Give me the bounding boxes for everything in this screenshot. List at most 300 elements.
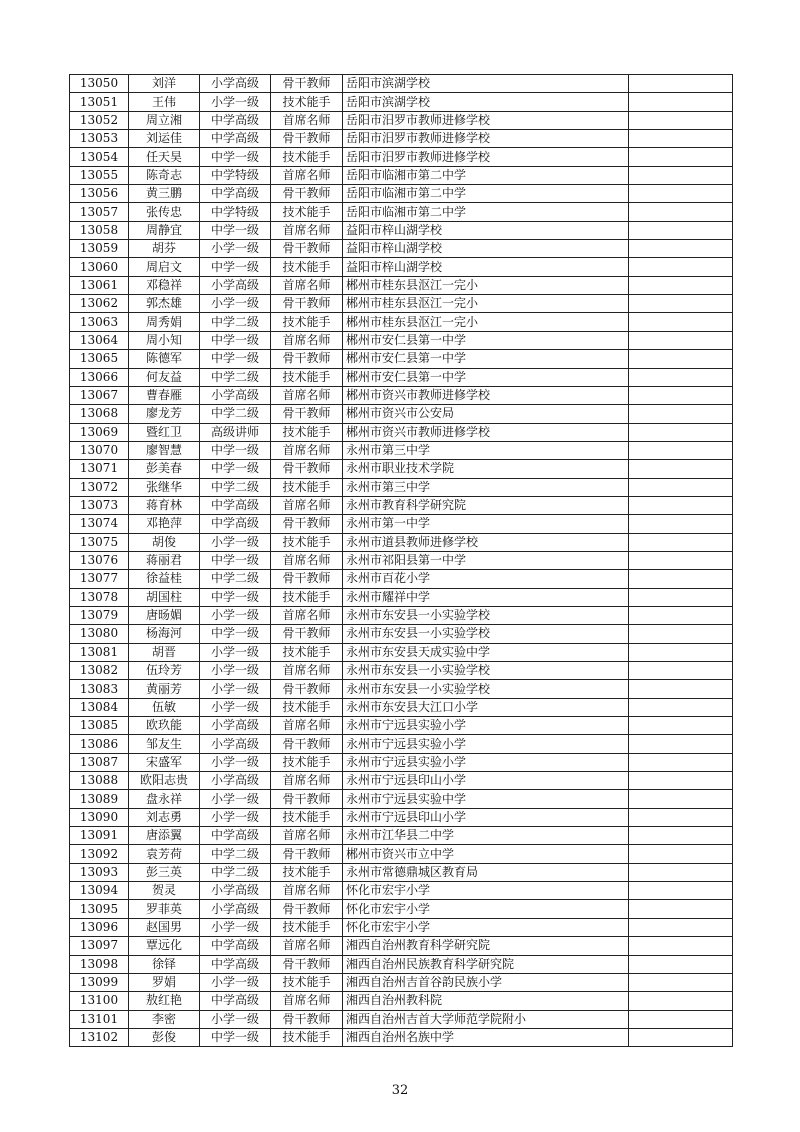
honor-category-cell: 首席名师 <box>271 221 343 239</box>
professional-title-cell: 中学一级 <box>200 441 271 459</box>
remarks-cell <box>629 203 733 221</box>
row-number-cell: 13094 <box>70 882 129 900</box>
work-unit-cell: 郴州市资兴市公安局 <box>343 405 629 423</box>
row-number-cell: 13088 <box>70 772 129 790</box>
honor-category-cell: 首席名师 <box>271 606 343 624</box>
work-unit-cell: 永州市东安县大江口小学 <box>343 698 629 716</box>
work-unit-cell: 岳阳市汨罗市教师进修学校 <box>343 130 629 148</box>
honor-category-cell: 技术能手 <box>271 423 343 441</box>
remarks-cell <box>629 863 733 881</box>
honor-category-cell: 首席名师 <box>271 441 343 459</box>
honor-category-cell: 骨干教师 <box>271 185 343 203</box>
work-unit-cell: 永州市东安县天成实验中学 <box>343 643 629 661</box>
row-number-cell: 13062 <box>70 295 129 313</box>
work-unit-cell: 永州市职业技术学院 <box>343 460 629 478</box>
remarks-cell <box>629 331 733 349</box>
professional-title-cell: 中学二级 <box>200 845 271 863</box>
honor-category-cell: 首席名师 <box>271 772 343 790</box>
person-name-cell: 廖龙芳 <box>129 405 200 423</box>
row-number-cell: 13092 <box>70 845 129 863</box>
table-row <box>70 331 733 349</box>
row-number-cell: 13073 <box>70 496 129 514</box>
person-name-cell: 蒋育林 <box>129 496 200 514</box>
person-name-cell: 廖智慧 <box>129 441 200 459</box>
row-number-cell: 13078 <box>70 588 129 606</box>
honor-category-cell: 骨干教师 <box>271 295 343 313</box>
person-name-cell: 胡芬 <box>129 240 200 258</box>
professional-title-cell: 中学一级 <box>200 221 271 239</box>
table-row <box>70 827 733 845</box>
table-row <box>70 441 733 459</box>
person-name-cell: 伍玲芳 <box>129 662 200 680</box>
row-number-cell: 13051 <box>70 93 129 111</box>
work-unit-cell: 永州市江华县二中学 <box>343 827 629 845</box>
row-number-cell: 13076 <box>70 551 129 569</box>
professional-title-cell: 中学高级 <box>200 130 271 148</box>
remarks-cell <box>629 827 733 845</box>
table-row <box>70 973 733 991</box>
professional-title-cell: 小学一级 <box>200 808 271 826</box>
honor-category-cell: 骨干教师 <box>271 845 343 863</box>
professional-title-cell: 中学一级 <box>200 148 271 166</box>
person-name-cell: 周静宜 <box>129 221 200 239</box>
row-number-cell: 13057 <box>70 203 129 221</box>
row-number-cell: 13080 <box>70 625 129 643</box>
work-unit-cell: 湘西自治州吉首谷韵民族小学 <box>343 973 629 991</box>
table-row <box>70 130 733 148</box>
professional-title-cell: 中学一级 <box>200 551 271 569</box>
row-number-cell: 13101 <box>70 1010 129 1028</box>
row-number-cell: 13090 <box>70 808 129 826</box>
work-unit-cell: 永州市第一中学 <box>343 515 629 533</box>
honor-category-cell: 技术能手 <box>271 1028 343 1046</box>
remarks-cell <box>629 900 733 918</box>
table-row <box>70 258 733 276</box>
row-number-cell: 13058 <box>70 221 129 239</box>
professional-title-cell: 中学高级 <box>200 496 271 514</box>
professional-title-cell: 中学二级 <box>200 570 271 588</box>
professional-title-cell: 小学一级 <box>200 753 271 771</box>
person-name-cell: 欧阳志贵 <box>129 772 200 790</box>
work-unit-cell: 永州市宁远县实验小学 <box>343 717 629 735</box>
row-number-cell: 13050 <box>70 75 129 93</box>
table-row <box>70 203 733 221</box>
table-row <box>70 75 733 93</box>
professional-title-cell: 小学一级 <box>200 680 271 698</box>
person-name-cell: 周立湘 <box>129 111 200 129</box>
table-row <box>70 606 733 624</box>
person-name-cell: 周启文 <box>129 258 200 276</box>
table-row <box>70 295 733 313</box>
professional-title-cell: 中学一级 <box>200 258 271 276</box>
row-number-cell: 13067 <box>70 386 129 404</box>
row-number-cell: 13063 <box>70 313 129 331</box>
person-name-cell: 唐旸媚 <box>129 606 200 624</box>
person-name-cell: 何友益 <box>129 368 200 386</box>
remarks-cell <box>629 643 733 661</box>
remarks-cell <box>629 882 733 900</box>
person-name-cell: 罗娟 <box>129 973 200 991</box>
remarks-cell <box>629 350 733 368</box>
remarks-cell <box>629 735 733 753</box>
remarks-cell <box>629 313 733 331</box>
person-name-cell: 黄三鹏 <box>129 185 200 203</box>
professional-title-cell: 小学一级 <box>200 918 271 936</box>
row-number-cell: 13072 <box>70 478 129 496</box>
honor-category-cell: 技术能手 <box>271 973 343 991</box>
table-row <box>70 166 733 184</box>
table-row <box>70 368 733 386</box>
work-unit-cell: 永州市东安县一小实验学校 <box>343 680 629 698</box>
work-unit-cell: 永州市宁远县印山小学 <box>343 808 629 826</box>
table-row <box>70 551 733 569</box>
row-number-cell: 13081 <box>70 643 129 661</box>
row-number-cell: 13060 <box>70 258 129 276</box>
professional-title-cell: 小学高级 <box>200 717 271 735</box>
honor-category-cell: 技术能手 <box>271 643 343 661</box>
row-number-cell: 13056 <box>70 185 129 203</box>
remarks-cell <box>629 368 733 386</box>
table-row <box>70 735 733 753</box>
person-name-cell: 邹友生 <box>129 735 200 753</box>
person-name-cell: 唐添翼 <box>129 827 200 845</box>
row-number-cell: 13077 <box>70 570 129 588</box>
professional-title-cell: 中学一级 <box>200 588 271 606</box>
person-name-cell: 徐益桂 <box>129 570 200 588</box>
row-number-cell: 13074 <box>70 515 129 533</box>
remarks-cell <box>629 698 733 716</box>
table-row <box>70 1010 733 1028</box>
work-unit-cell: 永州市第三中学 <box>343 441 629 459</box>
remarks-cell <box>629 111 733 129</box>
table-row <box>70 515 733 533</box>
professional-title-cell: 中学一级 <box>200 1028 271 1046</box>
person-name-cell: 杨海河 <box>129 625 200 643</box>
table-row <box>70 276 733 294</box>
person-name-cell: 敖红艳 <box>129 992 200 1010</box>
work-unit-cell: 郴州市资兴市教师进修学校 <box>343 423 629 441</box>
person-name-cell: 贺灵 <box>129 882 200 900</box>
professional-title-cell: 中学一级 <box>200 350 271 368</box>
person-name-cell: 刘洋 <box>129 75 200 93</box>
person-name-cell: 李密 <box>129 1010 200 1028</box>
honor-category-cell: 首席名师 <box>271 882 343 900</box>
table-row <box>70 240 733 258</box>
honor-category-cell: 首席名师 <box>271 111 343 129</box>
honor-category-cell: 骨干教师 <box>271 625 343 643</box>
professional-title-cell: 中学特级 <box>200 166 271 184</box>
professional-title-cell: 小学一级 <box>200 662 271 680</box>
professional-title-cell: 小学一级 <box>200 295 271 313</box>
table-row <box>70 790 733 808</box>
person-name-cell: 张传忠 <box>129 203 200 221</box>
remarks-cell <box>629 955 733 973</box>
remarks-cell <box>629 496 733 514</box>
work-unit-cell: 湘西自治州教育科学研究院 <box>343 937 629 955</box>
professional-title-cell: 中学一级 <box>200 460 271 478</box>
honor-category-cell: 骨干教师 <box>271 130 343 148</box>
table-row <box>70 753 733 771</box>
honor-category-cell: 技术能手 <box>271 368 343 386</box>
professional-title-cell: 中学高级 <box>200 111 271 129</box>
work-unit-cell: 岳阳市临湘市第二中学 <box>343 166 629 184</box>
row-number-cell: 13065 <box>70 350 129 368</box>
person-name-cell: 伍敏 <box>129 698 200 716</box>
row-number-cell: 13071 <box>70 460 129 478</box>
table-row <box>70 808 733 826</box>
remarks-cell <box>629 240 733 258</box>
remarks-cell <box>629 992 733 1010</box>
row-number-cell: 13054 <box>70 148 129 166</box>
honor-category-cell: 骨干教师 <box>271 1010 343 1028</box>
row-number-cell: 13097 <box>70 937 129 955</box>
table-row <box>70 570 733 588</box>
work-unit-cell: 湘西自治州教科院 <box>343 992 629 1010</box>
honor-category-cell: 技术能手 <box>271 918 343 936</box>
remarks-cell <box>629 93 733 111</box>
professional-title-cell: 小学一级 <box>200 240 271 258</box>
remarks-cell <box>629 606 733 624</box>
row-number-cell: 13053 <box>70 130 129 148</box>
row-number-cell: 13082 <box>70 662 129 680</box>
person-name-cell: 欧玖能 <box>129 717 200 735</box>
work-unit-cell: 永州市东安县一小实验学校 <box>343 606 629 624</box>
work-unit-cell: 永州市宁远县实验小学 <box>343 735 629 753</box>
work-unit-cell: 怀化市宏宇小学 <box>343 882 629 900</box>
remarks-cell <box>629 478 733 496</box>
person-name-cell: 徐铎 <box>129 955 200 973</box>
remarks-cell <box>629 753 733 771</box>
row-number-cell: 13059 <box>70 240 129 258</box>
work-unit-cell: 永州市第三中学 <box>343 478 629 496</box>
table-row <box>70 185 733 203</box>
person-name-cell: 罗菲英 <box>129 900 200 918</box>
professional-title-cell: 中学二级 <box>200 313 271 331</box>
honor-category-cell: 骨干教师 <box>271 460 343 478</box>
honor-category-cell: 首席名师 <box>271 992 343 1010</box>
row-number-cell: 13066 <box>70 368 129 386</box>
honor-category-cell: 骨干教师 <box>271 350 343 368</box>
honor-category-cell: 首席名师 <box>271 166 343 184</box>
work-unit-cell: 郴州市桂东县沤江一完小 <box>343 295 629 313</box>
remarks-cell <box>629 1028 733 1046</box>
remarks-cell <box>629 405 733 423</box>
work-unit-cell: 郴州市资兴市教师进修学校 <box>343 386 629 404</box>
honor-category-cell: 首席名师 <box>271 827 343 845</box>
work-unit-cell: 怀化市宏宇小学 <box>343 918 629 936</box>
table-row <box>70 937 733 955</box>
work-unit-cell: 岳阳市汨罗市教师进修学校 <box>343 148 629 166</box>
honor-category-cell: 骨干教师 <box>271 240 343 258</box>
remarks-cell <box>629 790 733 808</box>
row-number-cell: 13075 <box>70 533 129 551</box>
work-unit-cell: 永州市祁阳县第一中学 <box>343 551 629 569</box>
person-name-cell: 郭杰雄 <box>129 295 200 313</box>
row-number-cell: 13099 <box>70 973 129 991</box>
row-number-cell: 13089 <box>70 790 129 808</box>
work-unit-cell: 益阳市梓山湖学校 <box>343 258 629 276</box>
row-number-cell: 13095 <box>70 900 129 918</box>
person-name-cell: 胡国柱 <box>129 588 200 606</box>
remarks-cell <box>629 570 733 588</box>
work-unit-cell: 永州市东安县一小实验学校 <box>343 625 629 643</box>
remarks-cell <box>629 845 733 863</box>
professional-title-cell: 小学一级 <box>200 643 271 661</box>
professional-title-cell: 小学一级 <box>200 93 271 111</box>
remarks-cell <box>629 386 733 404</box>
row-number-cell: 13091 <box>70 827 129 845</box>
remarks-cell <box>629 918 733 936</box>
work-unit-cell: 郴州市资兴市立中学 <box>343 845 629 863</box>
work-unit-cell: 郴州市桂东县沤江一完小 <box>343 313 629 331</box>
work-unit-cell: 湘西自治州吉首大学师范学院附小 <box>343 1010 629 1028</box>
honor-category-cell: 首席名师 <box>271 937 343 955</box>
work-unit-cell: 永州市宁远县实验小学 <box>343 753 629 771</box>
professional-title-cell: 中学高级 <box>200 992 271 1010</box>
remarks-cell <box>629 130 733 148</box>
remarks-cell <box>629 772 733 790</box>
honor-category-cell: 技术能手 <box>271 313 343 331</box>
row-number-cell: 13087 <box>70 753 129 771</box>
table-row <box>70 313 733 331</box>
roster-table <box>69 74 733 1047</box>
person-name-cell: 任天昊 <box>129 148 200 166</box>
table-row <box>70 478 733 496</box>
honor-category-cell: 首席名师 <box>271 717 343 735</box>
honor-category-cell: 技术能手 <box>271 148 343 166</box>
work-unit-cell: 永州市道县教师进修学校 <box>343 533 629 551</box>
table-row <box>70 863 733 881</box>
row-number-cell: 13064 <box>70 331 129 349</box>
work-unit-cell: 岳阳市滨湖学校 <box>343 75 629 93</box>
table-row <box>70 533 733 551</box>
work-unit-cell: 湘西自治州名族中学 <box>343 1028 629 1046</box>
professional-title-cell: 小学高级 <box>200 75 271 93</box>
roster-table-body <box>70 75 733 1047</box>
work-unit-cell: 郴州市桂东县沤江一完小 <box>343 276 629 294</box>
remarks-cell <box>629 441 733 459</box>
professional-title-cell: 中学二级 <box>200 368 271 386</box>
remarks-cell <box>629 808 733 826</box>
row-number-cell: 13100 <box>70 992 129 1010</box>
work-unit-cell: 怀化市宏宇小学 <box>343 900 629 918</box>
person-name-cell: 王伟 <box>129 93 200 111</box>
professional-title-cell: 小学高级 <box>200 900 271 918</box>
table-row <box>70 1028 733 1046</box>
honor-category-cell: 骨干教师 <box>271 680 343 698</box>
work-unit-cell: 永州市宁远县印山小学 <box>343 772 629 790</box>
honor-category-cell: 骨干教师 <box>271 75 343 93</box>
row-number-cell: 13079 <box>70 606 129 624</box>
professional-title-cell: 小学一级 <box>200 606 271 624</box>
person-name-cell: 覃远化 <box>129 937 200 955</box>
person-name-cell: 盘永祥 <box>129 790 200 808</box>
table-row <box>70 350 733 368</box>
page-number: 32 <box>391 1083 409 1098</box>
remarks-cell <box>629 717 733 735</box>
professional-title-cell: 小学一级 <box>200 1010 271 1028</box>
work-unit-cell: 岳阳市临湘市第二中学 <box>343 185 629 203</box>
table-row <box>70 93 733 111</box>
person-name-cell: 彭俊 <box>129 1028 200 1046</box>
table-row <box>70 955 733 973</box>
work-unit-cell: 郴州市安仁县第一中学 <box>343 331 629 349</box>
remarks-cell <box>629 221 733 239</box>
honor-category-cell: 首席名师 <box>271 496 343 514</box>
remarks-cell <box>629 185 733 203</box>
professional-title-cell: 小学高级 <box>200 772 271 790</box>
remarks-cell <box>629 295 733 313</box>
professional-title-cell: 中学高级 <box>200 827 271 845</box>
person-name-cell: 曹春雁 <box>129 386 200 404</box>
table-row <box>70 900 733 918</box>
professional-title-cell: 中学高级 <box>200 515 271 533</box>
row-number-cell: 13083 <box>70 680 129 698</box>
work-unit-cell: 永州市百花小学 <box>343 570 629 588</box>
person-name-cell: 陈德军 <box>129 350 200 368</box>
person-name-cell: 袁芳荷 <box>129 845 200 863</box>
remarks-cell <box>629 258 733 276</box>
professional-title-cell: 小学一级 <box>200 533 271 551</box>
table-row <box>70 221 733 239</box>
honor-category-cell: 骨干教师 <box>271 735 343 753</box>
table-row <box>70 625 733 643</box>
honor-category-cell: 技术能手 <box>271 753 343 771</box>
work-unit-cell: 永州市耀祥中学 <box>343 588 629 606</box>
table-row <box>70 588 733 606</box>
work-unit-cell: 岳阳市滨湖学校 <box>343 93 629 111</box>
table-row <box>70 460 733 478</box>
table-row <box>70 992 733 1010</box>
professional-title-cell: 高级讲师 <box>200 423 271 441</box>
honor-category-cell: 技术能手 <box>271 588 343 606</box>
professional-title-cell: 小学高级 <box>200 735 271 753</box>
professional-title-cell: 中学二级 <box>200 863 271 881</box>
person-name-cell: 陈奇志 <box>129 166 200 184</box>
remarks-cell <box>629 166 733 184</box>
table-row <box>70 405 733 423</box>
professional-title-cell: 中学高级 <box>200 937 271 955</box>
remarks-cell <box>629 1010 733 1028</box>
person-name-cell: 周小知 <box>129 331 200 349</box>
professional-title-cell: 中学高级 <box>200 185 271 203</box>
person-name-cell: 张继华 <box>129 478 200 496</box>
table-row <box>70 643 733 661</box>
person-name-cell: 彭三英 <box>129 863 200 881</box>
honor-category-cell: 骨干教师 <box>271 515 343 533</box>
person-name-cell: 邓艳萍 <box>129 515 200 533</box>
honor-category-cell: 技术能手 <box>271 698 343 716</box>
honor-category-cell: 首席名师 <box>271 276 343 294</box>
remarks-cell <box>629 973 733 991</box>
honor-category-cell: 技术能手 <box>271 808 343 826</box>
honor-category-cell: 首席名师 <box>271 386 343 404</box>
table-row <box>70 111 733 129</box>
work-unit-cell: 郴州市安仁县第一中学 <box>343 368 629 386</box>
row-number-cell: 13070 <box>70 441 129 459</box>
remarks-cell <box>629 588 733 606</box>
remarks-cell <box>629 533 733 551</box>
remarks-cell <box>629 625 733 643</box>
person-name-cell: 黄丽芳 <box>129 680 200 698</box>
remarks-cell <box>629 423 733 441</box>
person-name-cell: 胡俊 <box>129 533 200 551</box>
honor-category-cell: 首席名师 <box>271 551 343 569</box>
remarks-cell <box>629 515 733 533</box>
honor-category-cell: 技术能手 <box>271 258 343 276</box>
professional-title-cell: 中学特级 <box>200 203 271 221</box>
professional-title-cell: 小学高级 <box>200 276 271 294</box>
